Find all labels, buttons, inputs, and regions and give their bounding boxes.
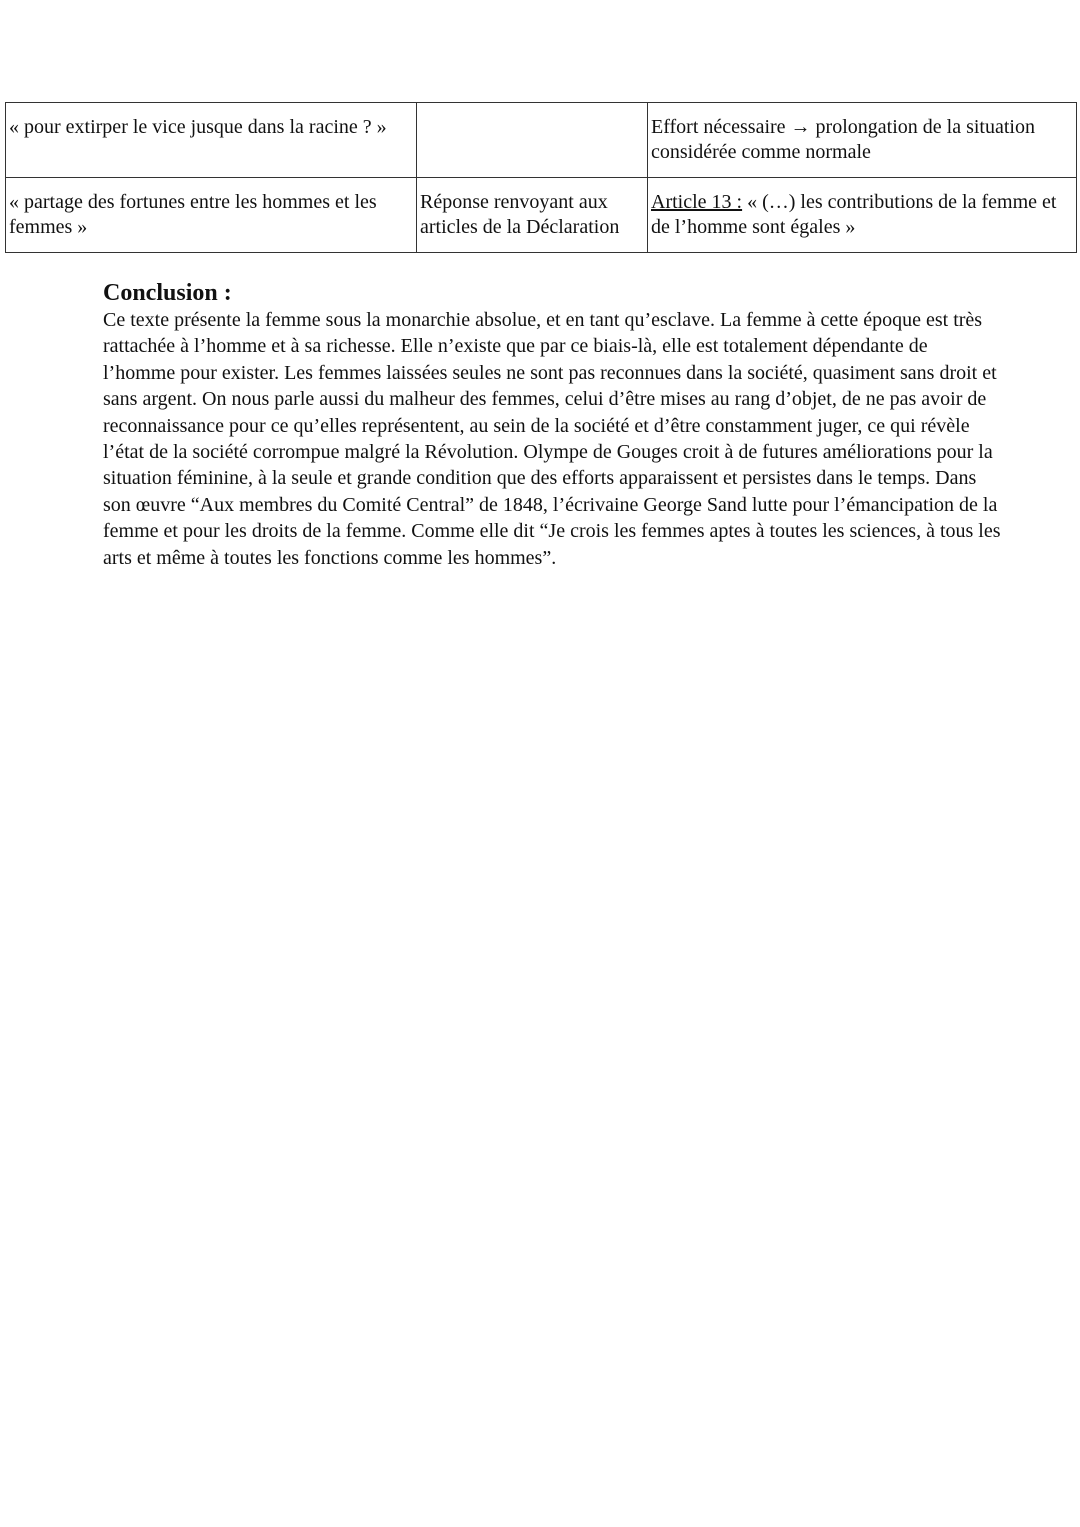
conclusion-section bbox=[103, 279, 1003, 571]
table-cell-quote: « pour extirper le vice jusque dans la racine ? » bbox=[6, 103, 417, 178]
article-quote: « (…) les contributions de la femme et de l’homme sont égales » bbox=[651, 191, 1057, 238]
table-cell-analysis: Effort nécessaire → prolongation de la situation considérée comme normale bbox=[648, 103, 1077, 178]
table-cell-analysis bbox=[648, 178, 1077, 253]
conclusion-title: Conclusion : bbox=[103, 280, 232, 306]
table-cell-quote: « partage des fortunes entre les hommes et les femmes » bbox=[6, 178, 417, 253]
table-cell-response bbox=[417, 103, 648, 178]
conclusion-paragraph: Ce texte présente la femme sous la monarchie absolue, et en tant qu’esclave. La femme à cette époque est très rattachée à l’homme et à sa richesse. Elle n’existe que par ce biais-là, elle est totalement dépendante de l’homme pour exister. Les femmes laissées seules ne sont pas reconnues dans la société, quasiment sans droit et sans argent. On nous parle aussi du malheur des femmes, celui d’être mises au rang d’objet, de ne pas avoir de reconnaissance pour ce qu’elles représentent, au sein de la société et d’être constamment juger, ce qui révèle l’état de la société corrompue malgré la Révolution. Olympe de Gouges croit à de futures améliorations pour la situation féminine, à la seule et grande condition que des efforts apparaissent et persistes dans le temps. Dans son œuvre “Aux membres du Comité Central” de 1848, l’écrivaine George Sand lutte pour l’émancipation de la femme et pour les droits de la femme. Comme elle dit “Je crois les femmes aptes à toutes les sciences, à tous les arts et même à toutes les fonctions comme les hommes”. bbox=[103, 309, 1001, 569]
article-label: Article 13 : bbox=[651, 191, 743, 213]
analysis-table bbox=[5, 102, 1077, 253]
table-row bbox=[6, 178, 1077, 253]
table-row bbox=[6, 103, 1077, 178]
table-cell-response: Réponse renvoyant aux articles de la Déclaration bbox=[417, 178, 648, 253]
